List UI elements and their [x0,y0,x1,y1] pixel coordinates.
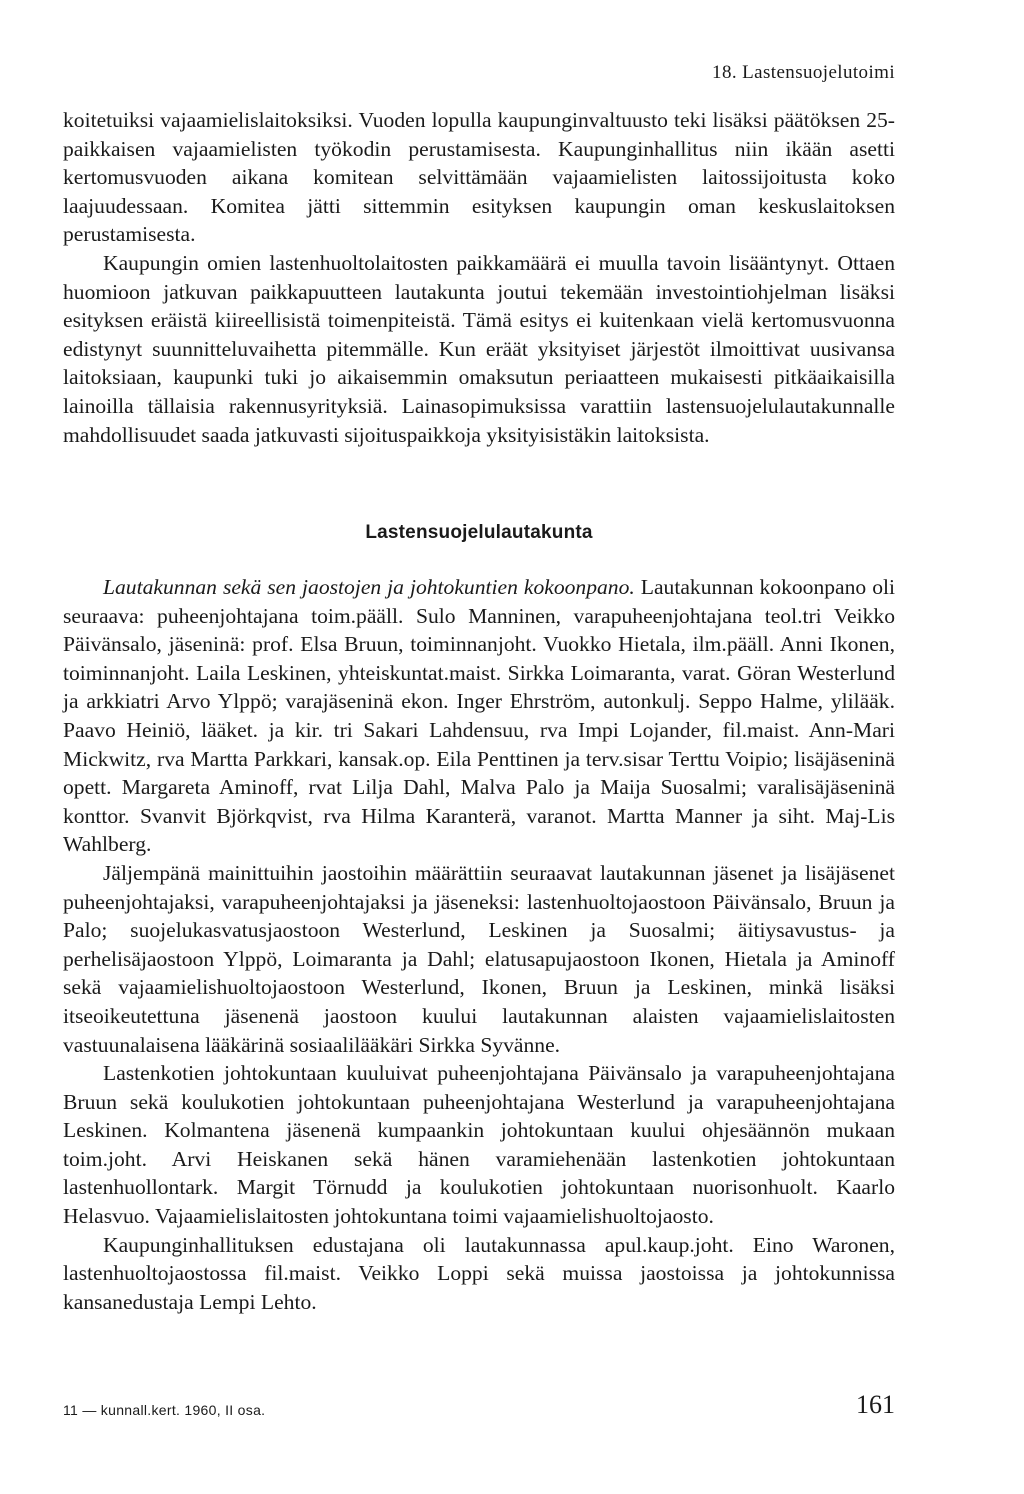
running-head: 18. Lastensuojelutoimi [712,62,895,83]
document-page [63,0,895,1494]
intro-paragraph-2: Kaupungin omien lastenhuoltolaitosten paikkamäärä ei muulla tavoin lisääntynyt. Ottaen huomioon jatkuvan paikkapuutteen lautakunta joutui tekemään investointiohjelman lisäksi esityksen eräistä kiireellisistä toimenpiteistä. Tämä esitys ei kuitenkaan vielä kertomusvuonna edistynyt suunnitteluvaihetta pitemmälle. Kun eräät yksityiset järjestöt ilmoittivat uusivansa laitoksiaan, kaupunki tuki jo aikaisemmin omaksutun periaatteen mukaisesti pitkäaikaisilla lainoilla tällaisia rakennusyrityksiä. Lainasopimuksissa varattiin lastensuojelulautakunnalle mahdollisuudet saada jatkuvasti sijoituspaikkoja yksityisistäkin laitoksista. [63,250,895,447]
page-number: 161 [856,1390,895,1419]
section-lead-rest: Lautakunnan kokoonpano oli seuraava: puheenjohtajana toim.pääll. Sulo Manninen, varapuheenjohtajana teol.tri Veikko Päivänsalo, jäseninä: prof. Elsa Bruun, toiminnanjoht. Vuokko Hietala, ilm.pääll. Anni Ikonen, toiminnanjoht. Laila Leskinen, yhteiskuntat.maist. Sirkka Loimaranta, varat. Göran Westerlund ja arkkiatri Arvo Ylppö; varajäseninä ekon. Inger Ehrström, autonkulj. Seppo Halme, ylilääk. Paavo Heiniö, lääket. ja kir. tri Sakari Lahdensuu, rva Impi Lojander, fil.maist. Ann-Mari Mickwitz, rva Martta Parkkari, kansak.op. Eila Penttinen ja terv.sisar Terttu Voipio; lisäjäseninä opett. Margareta Aminoff, rvat Lilja Dahl, Malva Palo ja Maija Suosalmi; varalisäjäseninä konttor. Svanvit Björkqvist, rva Hilma Karanterä, varanot. Martta Manner ja siht. Maj-Lis Wahlberg. [63,575,895,857]
footer-source: 11 — kunnall.kert. 1960, II osa. [63,1402,266,1418]
intro-paragraph-1: koitetuiksi vajaamielislaitoksiksi. Vuoden lopulla kaupunginvaltuusto teki lisäksi päätöksen 25-paikkaisen vajaamielisten työkodin perustamisesta. Kaupunginhallitus niin ikään asetti kertomusvuoden aikana komitean selvittämään vajaamielisten laitossijoitusta koko laajuudessaan. Komitea jätti sittemmin esityksen kaupungin oman keskuslaitoksen perustamisesta. [63,108,895,247]
section-title: Lastensuojelulautakunta [365,522,593,543]
section-paragraph-3: Kaupunginhallituksen edustajana oli lautakunnassa apul.kaup.joht. Eino Waronen, lastenhuoltojaostossa fil.maist. Veikko Loppi sekä muissa jaostoissa ja johtokunnissa kansanedustaja Lempi Lehto. [63,1232,895,1314]
section-lead-italic: Lautakunnan sekä sen jaostojen ja johtokuntien kokoonpano. [103,575,635,599]
section-text-block [63,573,895,1316]
intro-text-block [63,106,895,449]
section-lead-paragraph [63,573,895,859]
section-paragraph-2: Lastenkotien johtokuntaan kuuluivat puheenjohtajana Päivänsalo ja varapuheenjohtajana Bruun sekä koulukotien johtokuntaan puheenjohtajana Westerlund ja varapuheenjohtajana Leskinen. Kolmantena jäsenenä kumpaankin johtokuntaan kuului ohjesäännön mukaan toim.joht. Arvi Heiskanen sekä hänen varamiehenään lastenkotien johtokuntaan lastenhuollontark. Margit Törnudd ja koulukotien johtokuntaan nuorisonhuolt. Kaarlo Helasvuo. Vajaamielislaitosten johtokuntana toimi vajaamielishuoltojaosto. [63,1061,895,1229]
section-paragraph-1: Jäljempänä mainittuihin jaostoihin määrättiin seuraavat lautakunnan jäsenet ja lisäjäsenet puheenjohtajaksi, varapuheenjohtajaksi ja jäseneksi: lastenhuoltojaostoon Päivänsalo, Bruun ja Palo; suojelukasvatusjaostoon Westerlund, Leskinen ja Suosalmi; äitiysavustus- ja perhelisäjaostoon Ylppö, Loimaranta ja Dahl; elatusapujaostoon Ikonen, Hietala ja Aminoff sekä vajaamielishuoltojaostoon Westerlund, Ikonen, Bruun ja Leskinen, minkä lisäksi itseoikeutettuna jäsenenä jaostoon kuului lautakunnan alaisten vajaamielislaitosten vastuunalaisena lääkärinä sosiaalilääkäri Sirkka Syvänne. [63,860,895,1057]
